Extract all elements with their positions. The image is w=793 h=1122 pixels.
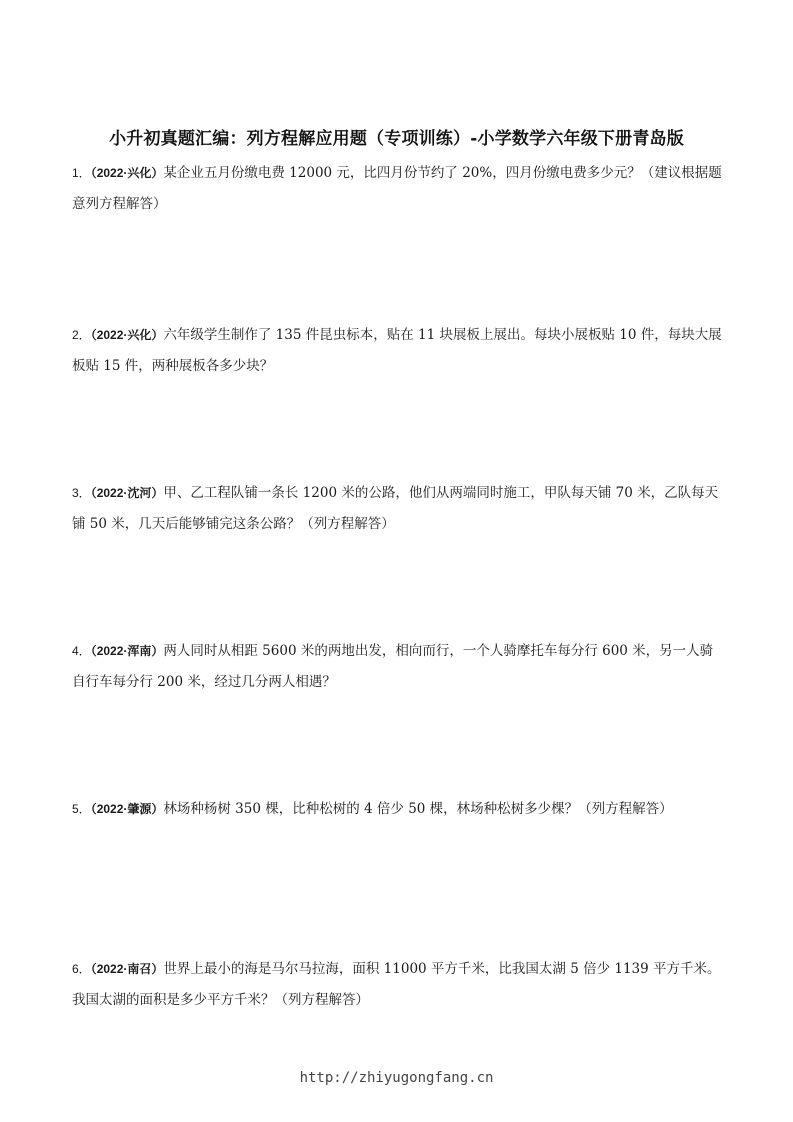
question-number: 6．: [72, 962, 91, 976]
question-source: （2022·浑南）: [90, 644, 164, 658]
question-5: [72, 794, 722, 825]
question-source: （2022·兴化）: [90, 328, 164, 342]
question-2: [72, 320, 722, 382]
footer-url: http://zhiyugongfang.cn: [299, 1070, 494, 1086]
question-source: （2022·南召）: [90, 962, 164, 976]
question-text: 六年级学生制作了 135 件昆虫标本，贴在 11 块展板上展出。每块小展板贴 10 件，每块大展板贴 15 件，两种展板各多少块？: [72, 327, 722, 374]
question-text: 世界上最小的海是马尔马拉海，面积 11000 平方千米，比我国太湖 5 倍少 1139 平方千米。我国太湖的面积是多少平方千米？（列方程解答）: [72, 961, 721, 1008]
question-text: 林场种杨树 350 棵，比种松树的 4 倍少 50 棵，林场种松树多少棵？（列方程解答）: [163, 801, 673, 817]
question-source: （2022·肇源）: [90, 802, 164, 816]
question-number: 2．: [72, 328, 91, 342]
question-text: 两人同时从相距 5600 米的两地出发，相向而行，一个人骑摩托车每分行 600 米，另一人骑自行车每分行 200 米，经过几分两人相遇？: [72, 643, 714, 690]
question-text: 某企业五月份缴电费 12000 元，比四月份节约了 20%，四月份缴电费多少元？（建议根据题意列方程解答）: [72, 165, 722, 212]
question-number: 4．: [72, 644, 91, 658]
question-6: [72, 954, 722, 1016]
question-4: [72, 636, 722, 698]
question-number: 1．: [72, 166, 91, 180]
question-number: 5．: [72, 802, 91, 816]
question-number: 3．: [72, 486, 91, 500]
page-title: 小升初真题汇编：列方程解应用题（专项训练）-小学数学六年级下册青岛版: [109, 129, 684, 149]
question-source: （2022·兴化）: [90, 166, 164, 180]
question-text: 甲、乙工程队铺一条长 1200 米的公路，他们从两端同时施工，甲队每天铺 70 米，乙队每天铺 50 米，几天后能够铺完这条公路？（列方程解答）: [72, 485, 719, 532]
question-3: [72, 478, 722, 540]
question-source: （2022·沈河）: [90, 486, 164, 500]
question-1: [72, 158, 722, 220]
